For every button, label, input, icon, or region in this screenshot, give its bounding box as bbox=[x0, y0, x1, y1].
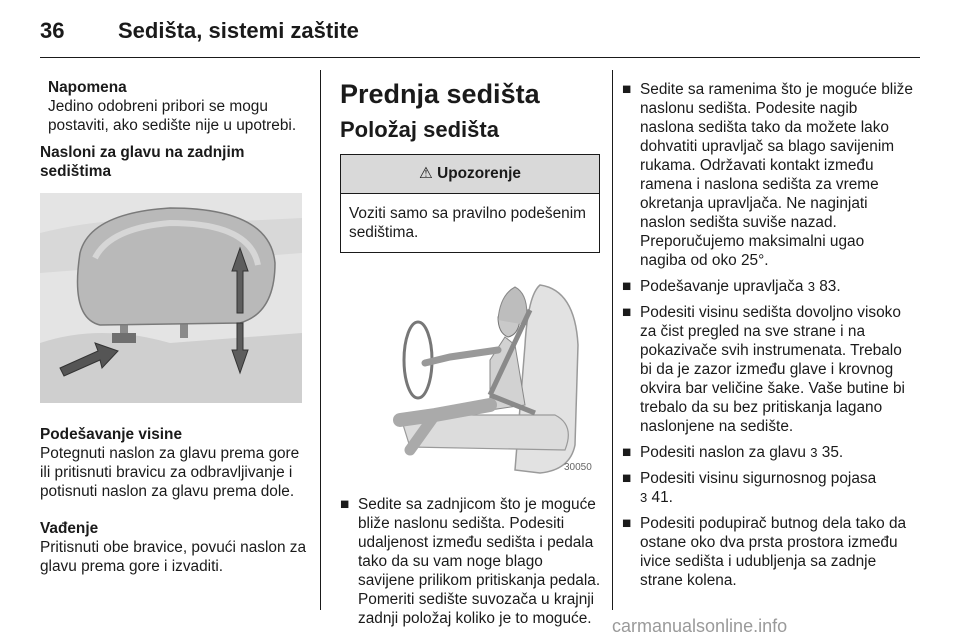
page-reference-arrow-icon: 3 bbox=[810, 445, 818, 460]
bullet-icon: ■ bbox=[622, 470, 632, 487]
watermark: carmanualsonline.info bbox=[612, 616, 788, 636]
subsection-title-seat-position: Položaj sedišta bbox=[340, 117, 499, 142]
figure-code: 30050 bbox=[564, 462, 592, 473]
list-item bbox=[622, 277, 914, 296]
list-item bbox=[622, 443, 914, 462]
page-header bbox=[40, 18, 920, 58]
list-item bbox=[622, 80, 914, 270]
list-item-text: Sedite sa ramenima što je moguće bliže naslonu sedišta. Podesite nagib naslona sedišta tako da možete lako dohvatiti upravljač sa blago savijenim rukama. Održavati kontakt između ramena i naslona sedišta za vreme okretanja upravljača. Ne naginjati naslon sedišta suviše nazad. Preporučujemo maksimalni ugao nagiba od oko 25°. bbox=[640, 81, 913, 269]
removal-heading: Vađenje bbox=[40, 520, 99, 537]
seat-position-list-left bbox=[340, 495, 602, 628]
column-middle bbox=[340, 78, 602, 635]
warning-text: Voziti samo sa pravilno podešenim sedištima. bbox=[349, 205, 586, 241]
chapter-title: Sedišta, sistemi zaštite bbox=[118, 18, 359, 43]
note-box bbox=[48, 78, 308, 135]
page-reference[interactable]: 35. bbox=[821, 444, 844, 461]
section-heading-rear-headrests: Nasloni za glavu na zadnjim sedištima bbox=[40, 144, 245, 180]
bullet-icon: ■ bbox=[340, 496, 350, 513]
header-divider bbox=[40, 57, 920, 58]
headrest-image bbox=[40, 193, 302, 403]
warning-header bbox=[341, 155, 599, 194]
driver-seating-image bbox=[340, 265, 602, 477]
page-number: 36 bbox=[40, 18, 65, 43]
height-adjustment-text: Potegnuti naslon za glavu prema gore ili pritisnuti bravicu za odbravljivanje i potisnuti naslon za glavu prema dole. bbox=[40, 445, 300, 500]
bullet-icon: ■ bbox=[622, 81, 632, 98]
section-title-front-seats: Prednja sedišta bbox=[340, 79, 540, 109]
column-right bbox=[622, 80, 914, 597]
list-item-text: Podesiti naslon za glavu bbox=[640, 444, 811, 461]
bullet-icon: ■ bbox=[622, 304, 632, 321]
list-item-text: Podesiti visinu sigurnosnog pojasa bbox=[640, 470, 877, 487]
column-divider-1 bbox=[320, 70, 321, 610]
list-item-text: Podesiti visinu sedišta dovoljno visoko za čist pregled na sve strane i na pokazivače svih instrumenata. Trebalo bi da je zazor između glave i krovnog okvira bar veličine šake. Vaše butine bi trebalo da su bez pritiskanja lagano naslonjene na sedište. bbox=[640, 304, 905, 435]
removal-text: Pritisnuti obe bravice, povući naslon za glavu prema gore i izvaditi. bbox=[40, 539, 307, 575]
bullet-icon: ■ bbox=[622, 444, 632, 461]
headrest-illustration bbox=[40, 193, 302, 403]
list-item bbox=[622, 514, 914, 590]
page-reference[interactable]: 41. bbox=[651, 489, 673, 506]
list-item-text: Podesiti podupirač butnog dela tako da ostane oko dva prsta prostora između ivice sedišta i udubljenja sa zadnje strane kolena. bbox=[640, 515, 907, 589]
page-reference[interactable]: 83. bbox=[819, 278, 841, 295]
list-item bbox=[622, 469, 914, 507]
column-divider-2 bbox=[612, 70, 613, 610]
list-item-text: Sedite sa zadnjicom što je moguće bliže naslonu sedišta. Podesiti udaljenost između sedišta i pedala tako da su vam noge blago savijene prilikom pritiskanja pedala. Pomeriti sedište suvozača u krajnji zadnji položaj koliko je to moguće. bbox=[358, 496, 601, 627]
page-reference-arrow-icon: 3 bbox=[640, 490, 648, 505]
warning-label: Upozorenje bbox=[437, 165, 521, 182]
list-item-text: Podešavanje upravljača bbox=[640, 278, 808, 295]
seat-position-list-right bbox=[622, 80, 914, 590]
list-item bbox=[622, 303, 914, 436]
warning-box bbox=[340, 154, 600, 253]
note-text: Jedino odobreni pribori se mogu postaviti, ako sedište nije u upotrebi. bbox=[48, 98, 297, 134]
height-adjustment-heading: Podešavanje visine bbox=[40, 426, 183, 443]
bullet-icon: ■ bbox=[622, 278, 632, 295]
seating-position-illustration bbox=[340, 265, 602, 477]
list-item bbox=[340, 495, 602, 628]
bullet-icon: ■ bbox=[622, 515, 632, 532]
page-reference-arrow-icon: 3 bbox=[807, 279, 815, 294]
note-title: Napomena bbox=[48, 79, 127, 96]
column-left bbox=[40, 78, 308, 576]
warning-icon: ⚠ bbox=[419, 165, 433, 182]
